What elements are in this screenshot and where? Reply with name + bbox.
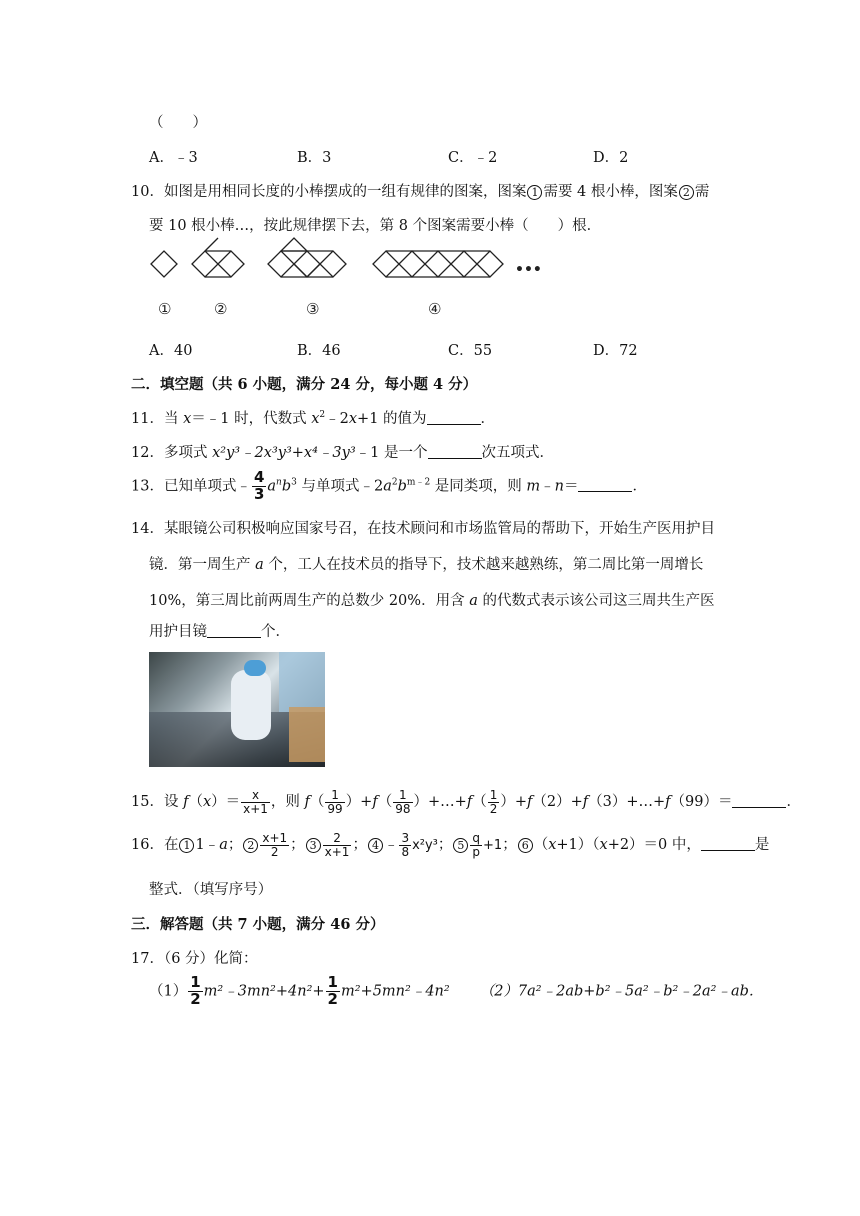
- q13-answer-blank[interactable]: [578, 477, 632, 492]
- q14-line1: 14．某眼镜公司积极响应国家号召，在技术顾问和市场监管局的帮助下，开始生产医用护目: [131, 521, 715, 537]
- q15-fraction-1-2: $\frac{1}{2}$: [489, 788, 498, 816]
- q17-head: 17．（6 分）化简：: [131, 951, 258, 967]
- q9-option-a: A．﹣3: [149, 150, 198, 166]
- q12-polynomial: x²y³﹣2x³y³+x⁴﹣3y³: [212, 445, 356, 461]
- q16: 16．在 1 1﹣a； 2 $\frac{x+1}{2}$ ； 3 $\frac{2}{x+1}$ ； 4 ﹣ $\frac{3}{8}$ x²y³； 5 $\frac{q}{p}$ +1； 6 （x+1）（x+2）＝0 中， 是: [131, 831, 770, 859]
- section-2-title: 二．填空题（共 6 小题，满分 24 分，每小题 4 分）: [131, 376, 478, 393]
- q16-expr-3: $\frac{2}{x+1}$: [324, 831, 350, 859]
- pattern-ellipsis: •••: [515, 262, 542, 278]
- q14-line2: 镜．第一周生产 a 个，工人在技术员的指导下，技术越来越熟练，第二周比第一周增长: [149, 557, 704, 573]
- q15-answer-blank[interactable]: [732, 793, 786, 808]
- section-3-title: 三．解答题（共 7 小题，满分 46 分）: [131, 916, 385, 933]
- q12: 12．多项式 x²y³﹣2x³y³+x⁴﹣3y³﹣1 是一个 次五项式．: [131, 445, 554, 461]
- q11: 11．当 x＝﹣1 时，代数式 $x^2﹣2x+1$ 的值为 ．: [131, 410, 496, 427]
- circled-4: 4: [368, 838, 383, 853]
- pattern-label-2: ②: [214, 300, 228, 318]
- circled-3: 3: [306, 838, 321, 853]
- q12-answer-blank[interactable]: [428, 444, 482, 459]
- q9-paren: （ ）: [149, 115, 207, 131]
- q16-expr-5: $\frac{q}{p}$: [472, 831, 481, 859]
- circled-2: 2: [679, 185, 694, 200]
- circled-1: 1: [527, 185, 542, 200]
- q15-fraction-1-98: $\frac{1}{98}$: [395, 788, 411, 816]
- q9-option-c: C．﹣2: [448, 150, 498, 166]
- circled-1: 1: [179, 838, 194, 853]
- pattern-1-shape: [151, 251, 177, 277]
- q15-fraction-1-99: $\frac{1}{99}$: [327, 788, 343, 816]
- q10-option-b: B．46: [297, 343, 341, 359]
- q10-line1: 10．如图是用相同长度的小棒摆成的一组有规律的图案，图案 1 需要 4 根小棒，图案 2 需: [131, 184, 710, 200]
- q16-line2: 整式．（填写序号）: [149, 882, 273, 898]
- q10-line2: 要 10 根小棒…，按此规律摆下去，第 8 个图案需要小棒（ ）根．: [149, 218, 602, 234]
- q17-half-2: $\frac{1}{2}$: [327, 973, 338, 1008]
- pattern-label-1: ①: [158, 300, 172, 318]
- q10-option-c: C．55: [448, 343, 493, 359]
- circled-5: 5: [453, 838, 468, 853]
- pattern-3-shape: [268, 238, 346, 277]
- q14-line3: 10%，第三周比前两周生产的总数少 20%．用含 a 的代数式表示该公司这三周共生产医: [149, 593, 715, 609]
- q16-expr-4: $\frac{3}{8}$: [401, 831, 410, 859]
- q13: 13．已知单项式﹣ $\frac{4}{3}$ $a^nb^3$ 与单项式$﹣2a^2b^{m﹣2}$ 是同类项，则 m﹣n＝ ．: [131, 468, 647, 503]
- pattern-2-shape: [192, 238, 244, 277]
- q17-part-2: （2）7a²﹣2ab+b²﹣5a²﹣b²﹣2a²﹣ab．: [479, 983, 764, 1000]
- q14-answer-blank[interactable]: [207, 623, 261, 638]
- q17-half-1: $\frac{1}{2}$: [190, 973, 201, 1008]
- q17-parts: （1） $\frac{1}{2}$ m²﹣3mn²+4n²+ $\frac{1}{2}$ m²+5mn²﹣4n² （2）7a²﹣2ab+b²﹣5a²﹣b²﹣2a²﹣ab．: [149, 973, 764, 1008]
- q13-fraction: $\frac{4}{3}$: [253, 468, 265, 503]
- q10-option-d: D．72: [593, 343, 638, 359]
- q10-pattern-figure: [148, 246, 542, 322]
- q14-line4: 用护目镜 个．: [149, 624, 290, 640]
- factory-workers-photo: [149, 652, 325, 767]
- pattern-label-3: ③: [306, 300, 320, 318]
- q15-fraction-x-over-x-plus-1: $\frac{x}{x+1}$: [243, 788, 268, 816]
- q16-answer-blank[interactable]: [701, 836, 755, 851]
- q9-option-b: B．3: [297, 150, 332, 166]
- q16-expr-2: $\frac{x+1}{2}$: [262, 831, 288, 859]
- q11-answer-blank[interactable]: [427, 410, 481, 425]
- circled-6: 6: [518, 838, 533, 853]
- pattern-label-4: ④: [428, 300, 442, 318]
- q15: 15．设 f（x）＝ $\frac{x}{x+1}$ ，则 f（ $\frac{1}{99}$ ）+f（ $\frac{1}{98}$ ）+…+f（ $\frac{1}{2}$ ）+f（2）+f（3）+…+f（99）＝ ．: [131, 788, 801, 816]
- q9-option-d: D．2: [593, 150, 629, 166]
- circled-2: 2: [243, 838, 258, 853]
- pattern-4-shape: [373, 251, 503, 277]
- q10-option-a: A．40: [149, 343, 193, 359]
